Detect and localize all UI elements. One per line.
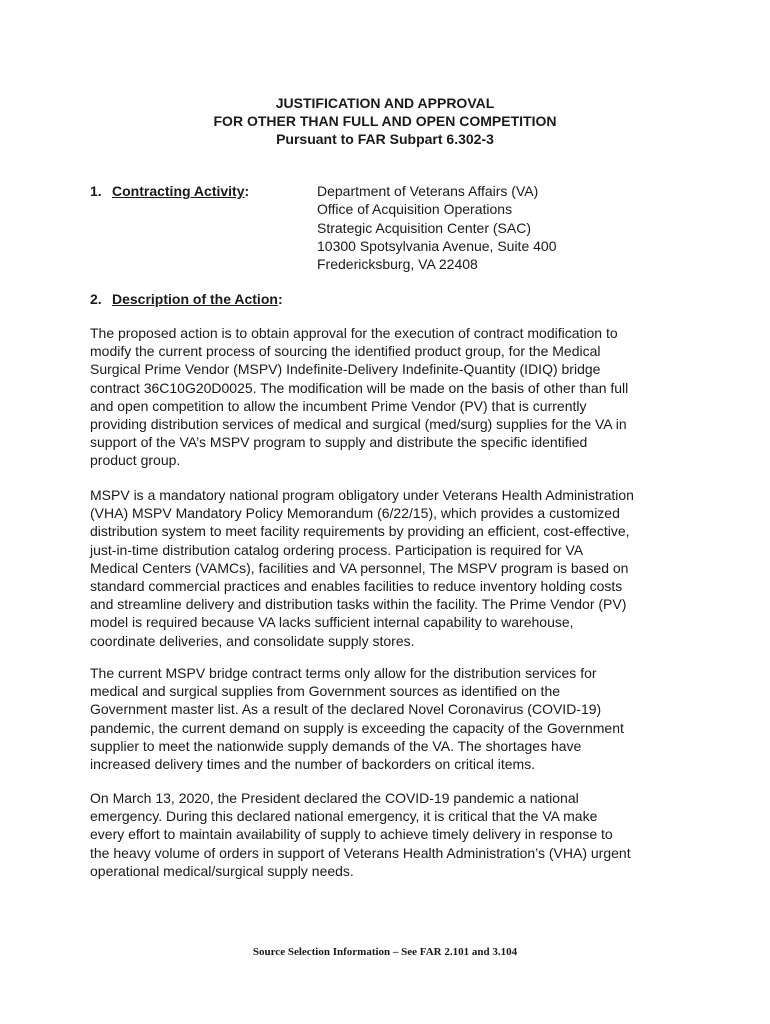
section-2-label: Description of the Action [112, 291, 278, 307]
text-line: supplier to meet the nationwide supply demands of the VA. The shortages have [90, 737, 582, 754]
text-line: Government master list. As a result of the declared Novel Coronavirus (COVID-19) [90, 701, 602, 718]
paragraph-2 [90, 486, 690, 650]
text-line: The current MSPV bridge contract terms only allow for the distribution services for [90, 665, 597, 681]
text-line: providing distribution services of medical and surgical (med/surg) supplies for the VA in [90, 416, 627, 433]
text-line: coordinate deliveries, and consolidate supply stores. [90, 632, 415, 649]
text-line: Medical Centers (VAMCs), facilities and VA personnel, The MSPV program is based on [90, 559, 629, 576]
address-line: 10300 Spotsylvania Avenue, Suite 400 [317, 237, 557, 254]
text-line: the heavy volume of orders in support of Veterans Health Administration’s (VHA) urgent [90, 844, 631, 861]
paragraph-4 [90, 789, 690, 880]
text-line: MSPV is a mandatory national program obligatory under Veterans Health Administration [90, 487, 634, 503]
text-line: The proposed action is to obtain approval for the execution of contract modification to [90, 325, 618, 341]
page-footer: Source Selection Information – See FAR 2.101 and 3.104 [252, 946, 518, 958]
paragraph-1 [90, 324, 690, 470]
text-line: Surgical Prime Vendor (MSPV) Indefinite-Delivery Indefinite-Quantity (IDIQ) bridge [90, 361, 601, 378]
text-line: support of the VA’s MSPV program to supply and distribute the specific identified [90, 434, 588, 451]
document-title [0, 94, 770, 148]
address-line: Office of Acquisition Operations [317, 201, 513, 218]
section-1-label: Contracting Activity [112, 183, 245, 199]
text-line: and streamline delivery and distribution tasks within the facility. The Prime Vendor (PV) [90, 596, 627, 613]
text-line: medical and surgical supplies from Government sources as identified on the [90, 683, 561, 700]
title-line-1: JUSTIFICATION AND APPROVAL [275, 95, 495, 111]
text-line: modify the current process of sourcing the identified product group, for the Medical [90, 343, 601, 360]
paragraph-3 [90, 664, 690, 773]
text-line: increased delivery times and the number of backorders on critical items. [90, 756, 536, 773]
text-line: just-in-time distribution catalog ordering process. Participation is required for VA [90, 541, 584, 558]
text-line: model is required because VA lacks sufficient internal capability to warehouse, [90, 614, 574, 631]
address-line: Fredericksburg, VA 22408 [317, 256, 478, 273]
text-line: (VHA) MSPV Mandatory Policy Memorandum (6/22/15), which provides a customized [90, 505, 620, 522]
text-line: every effort to maintain availability of supply to achieve timely delivery in response to [90, 826, 613, 843]
address-line: Department of Veterans Affairs (VA) [317, 183, 539, 199]
text-line: On March 13, 2020, the President declared the COVID-19 pandemic a national [90, 790, 579, 806]
text-line: and open competition to allow the incumbent Prime Vendor (PV) that is currently [90, 397, 587, 414]
section-1-heading [90, 182, 249, 200]
text-line: distribution system to meet facility requirements by providing an efficient, cost-effective, [90, 523, 630, 540]
section-2-number: 2. [90, 291, 102, 307]
contracting-activity-address [317, 182, 556, 273]
text-line: contract 36C10G20D0025. The modification will be made on the basis of other than full [90, 379, 629, 396]
title-line-2: FOR OTHER THAN FULL AND OPEN COMPETITION [213, 113, 557, 129]
title-line-3: Pursuant to FAR Subpart 6.302-3 [276, 131, 494, 147]
text-line: operational medical/surgical supply needs. [90, 862, 354, 879]
text-line: standard commercial practices and enables facilities to reduce inventory holding costs [90, 578, 623, 595]
address-line: Strategic Acquisition Center (SAC) [317, 219, 531, 236]
text-line: emergency. During this declared national emergency, it is critical that the VA make [90, 808, 598, 825]
text-line: product group. [90, 452, 181, 469]
section-2-colon: : [277, 291, 283, 307]
section-2-heading [90, 290, 283, 308]
section-1-colon: : [244, 183, 250, 199]
section-1-number: 1. [90, 183, 102, 199]
text-line: pandemic, the current demand on supply is exceeding the capacity of the Government [90, 719, 624, 736]
